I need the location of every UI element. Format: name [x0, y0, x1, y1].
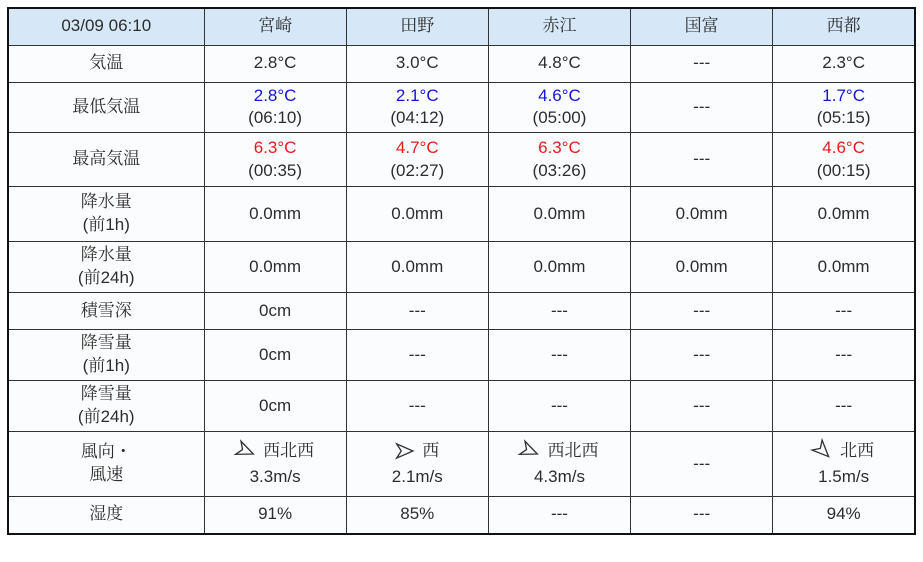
wind-speed-text: 1.5m/s: [818, 466, 870, 486]
value-cell: ---: [631, 293, 773, 330]
wind-direction-arrow-icon: [517, 438, 543, 464]
row-label-main: 降雪量: [80, 333, 132, 353]
value-cell: [631, 82, 773, 133]
max-temp-time: (03:26): [532, 160, 587, 180]
value-cell: 0.0mm: [488, 187, 630, 242]
datetime-header: 03/09 06:10: [8, 8, 204, 45]
value-cell: 94%: [773, 497, 915, 534]
wind-direction-text: 西: [422, 440, 440, 460]
max-temp-value: 6.3°C: [538, 137, 581, 157]
value-cell: [488, 82, 630, 133]
value-cell: [773, 82, 915, 133]
wind-direction-arrow-icon: [395, 441, 415, 461]
table-row-precip-1h: [8, 187, 915, 242]
min-temp-time: (06:10): [248, 108, 303, 128]
wind-direction-text: ---: [693, 453, 711, 473]
table-row-temperature: [8, 45, 915, 82]
wind-direction-arrow-icon: [809, 437, 837, 465]
wind-direction-text: 西北西: [263, 440, 315, 460]
wind-direction-text: 西北西: [547, 440, 599, 460]
value-cell: ---: [631, 381, 773, 432]
value-cell: 91%: [204, 497, 346, 534]
table-row-max-temperature: [8, 133, 915, 187]
value-cell: [346, 133, 488, 187]
value-cell: ---: [488, 293, 630, 330]
min-temp-time: (05:00): [532, 108, 587, 128]
value-cell: ---: [346, 293, 488, 330]
value-cell: 0.0mm: [488, 242, 630, 293]
station-header-tano: 田野: [346, 8, 488, 45]
row-label: [8, 330, 204, 381]
table-row-min-temperature: [8, 82, 915, 133]
value-cell: 0.0mm: [773, 187, 915, 242]
row-label-main: 降水量: [80, 245, 132, 265]
row-label: [8, 381, 204, 432]
min-temp-value: 2.1°C: [395, 85, 439, 105]
value-cell: 0.0mm: [346, 187, 488, 242]
value-cell: ---: [631, 497, 773, 534]
min-temp-value: ---: [693, 96, 711, 116]
value-cell: [488, 133, 630, 187]
value-cell: 0cm: [204, 293, 346, 330]
header-row: [8, 8, 915, 45]
value-cell: 2.8°C: [204, 45, 346, 82]
max-temp-time: (02:27): [390, 160, 445, 180]
value-cell: 3.0°C: [346, 45, 488, 82]
row-label: [8, 242, 204, 293]
wind-direction-text: 北西: [840, 440, 875, 460]
wind-speed-text: 2.1m/s: [391, 466, 443, 486]
value-cell: ---: [773, 293, 915, 330]
max-temp-time: (00:15): [816, 160, 871, 180]
value-cell: [204, 133, 346, 187]
wind-direction-arrow-icon: [233, 438, 259, 464]
value-cell: 0.0mm: [631, 187, 773, 242]
value-cell: [488, 432, 630, 497]
max-temp-time: (00:35): [248, 160, 303, 180]
table-row-wind: [8, 432, 915, 497]
row-label: [8, 187, 204, 242]
table-row-snow-depth: [8, 293, 915, 330]
max-temp-value: 6.3°C: [253, 137, 297, 157]
row-label: 最低気温: [8, 82, 204, 133]
min-temp-value: 4.6°C: [538, 85, 581, 105]
value-cell: [346, 432, 488, 497]
value-cell: ---: [631, 330, 773, 381]
value-cell: [204, 82, 346, 133]
value-cell: 4.8°C: [488, 45, 630, 82]
value-cell: [773, 133, 915, 187]
min-temp-value: 1.7°C: [822, 85, 865, 105]
row-label-sub: (前1h): [82, 356, 130, 376]
row-label: 積雪深: [8, 293, 204, 330]
value-cell: 0.0mm: [346, 242, 488, 293]
max-temp-value: 4.6°C: [822, 137, 865, 157]
table-row-humidity: [8, 497, 915, 534]
value-cell: [204, 432, 346, 497]
station-header-saito: 西都: [773, 8, 915, 45]
wind-speed-text: 4.3m/s: [533, 466, 585, 486]
row-label-sub: (前1h): [82, 215, 130, 235]
wind-speed-text: 3.3m/s: [249, 466, 301, 486]
row-label-main: 風向・: [80, 442, 132, 462]
table-row-precip-24h: [8, 242, 915, 293]
row-label-sub: 風速: [89, 465, 124, 485]
value-cell: ---: [488, 497, 630, 534]
min-temp-time: (05:15): [816, 108, 871, 128]
row-label: 湿度: [8, 497, 204, 534]
weather-table: [7, 7, 916, 535]
value-cell: ---: [346, 381, 488, 432]
station-header-akae: 赤江: [488, 8, 630, 45]
value-cell: 2.3°C: [773, 45, 915, 82]
row-label: 気温: [8, 45, 204, 82]
max-temp-value: ---: [693, 149, 711, 169]
value-cell: ---: [773, 330, 915, 381]
row-label: 最高気温: [8, 133, 204, 187]
table-row-snowfall-24h: [8, 381, 915, 432]
value-cell: [346, 82, 488, 133]
table-row-snowfall-1h: [8, 330, 915, 381]
value-cell: 0cm: [204, 330, 346, 381]
value-cell: 0.0mm: [204, 242, 346, 293]
value-cell: [631, 432, 773, 497]
value-cell: 85%: [346, 497, 488, 534]
min-temp-time: (04:12): [390, 108, 445, 128]
row-label-main: 降雪量: [80, 384, 132, 404]
value-cell: ---: [488, 330, 630, 381]
value-cell: ---: [631, 45, 773, 82]
value-cell: ---: [488, 381, 630, 432]
value-cell: ---: [346, 330, 488, 381]
station-header-miyazaki: 宮崎: [204, 8, 346, 45]
value-cell: [773, 432, 915, 497]
value-cell: 0.0mm: [631, 242, 773, 293]
row-label: [8, 432, 204, 497]
min-temp-value: 2.8°C: [253, 85, 297, 105]
row-label-sub: (前24h): [77, 407, 135, 427]
value-cell: 0.0mm: [773, 242, 915, 293]
value-cell: 0.0mm: [204, 187, 346, 242]
value-cell: [631, 133, 773, 187]
station-header-kunitomi: 国富: [631, 8, 773, 45]
max-temp-value: 4.7°C: [395, 137, 439, 157]
row-label-main: 降水量: [80, 192, 132, 212]
value-cell: ---: [773, 381, 915, 432]
value-cell: 0cm: [204, 381, 346, 432]
row-label-sub: (前24h): [77, 268, 135, 288]
